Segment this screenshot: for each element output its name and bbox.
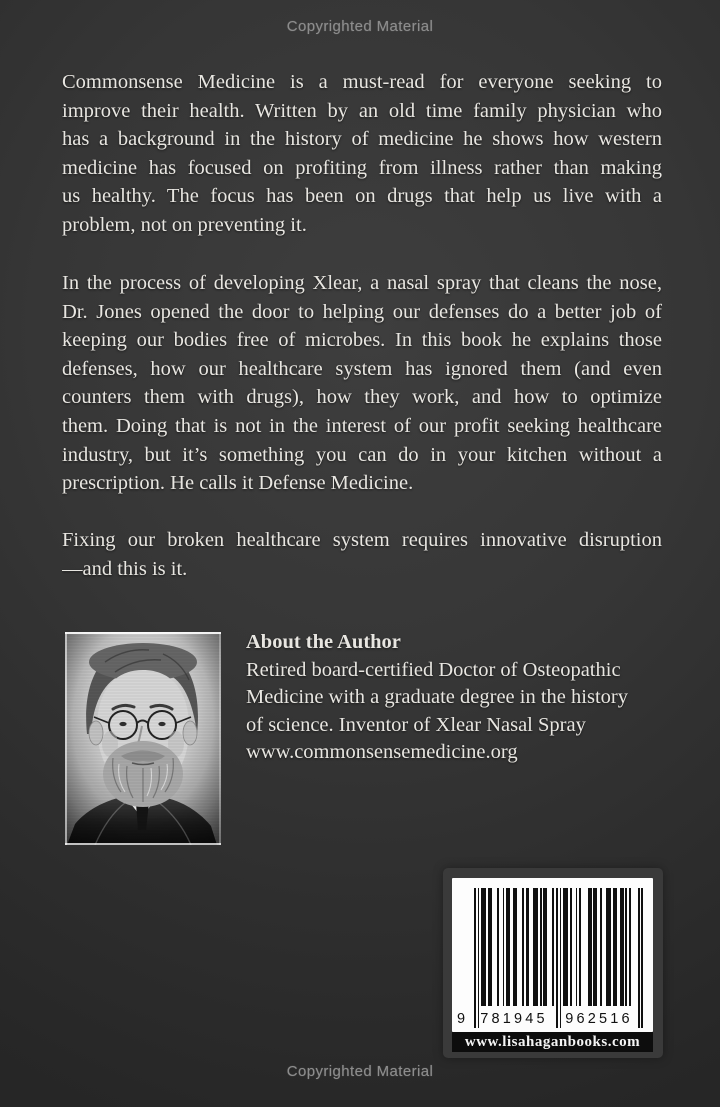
- synopsis-line: them. Doing that is not in the interest of our profit seeking healthcare: [62, 414, 662, 437]
- synopsis-line: problem, not on preventing it.: [62, 213, 307, 236]
- barcode-digit-first: 9: [457, 1011, 466, 1027]
- synopsis-line: has a background in the history of medicine he shows how western: [62, 128, 662, 151]
- synopsis-line: prescription. He calls it Defense Medicine.: [62, 472, 414, 495]
- barcode-bars: [474, 888, 643, 1028]
- synopsis-line: improve their health. Written by an old time family physician who: [62, 99, 662, 122]
- barcode-block: [443, 868, 663, 1058]
- publisher-url-strip: www.lisahaganbooks.com: [452, 1032, 653, 1052]
- synopsis-line: us healthy. The focus has been on drugs that help us live with a: [62, 185, 662, 208]
- author-portrait-image: [65, 632, 221, 845]
- about-the-author-section: [246, 629, 646, 767]
- synopsis-line: keeping our bodies free of microbes. In this book he explains those: [62, 329, 662, 352]
- about-heading: About the Author: [246, 631, 401, 653]
- synopsis-line: counters them with drugs), how they work, and how to optimize: [62, 386, 662, 409]
- copyright-notice-bottom: Copyrighted Material: [286, 1063, 434, 1080]
- synopsis-line: Fixing our broken healthcare system requires innovative disruption: [62, 529, 662, 551]
- synopsis-line: Dr. Jones opened the door to helping our defenses do a better job of: [62, 300, 662, 323]
- about-line: Medicine with a graduate degree in the history: [246, 686, 628, 708]
- synopsis-line: —and this is it.: [62, 557, 188, 580]
- barcode-box: [452, 878, 653, 1032]
- about-line: of science. Inventor of Xlear Nasal Spray: [246, 713, 586, 736]
- copyright-notice-top: Copyrighted Material: [286, 18, 434, 35]
- synopsis-paragraph-1: [62, 68, 662, 240]
- about-line: Retired board-certified Doctor of Osteopathic: [246, 658, 621, 681]
- synopsis-line: industry, but it’s something you can do in your kitchen without a: [62, 443, 662, 466]
- synopsis-line: In the process of developing Xlear, a nasal spray that cleans the nose,: [62, 272, 662, 294]
- synopsis-line: medicine has focused on profiting from illness rather than making: [62, 156, 662, 179]
- barcode-digits-left: 781945: [480, 1011, 548, 1027]
- synopsis-line: defenses, how our healthcare system has ignored them (and even: [62, 357, 662, 380]
- synopsis-paragraph-3: [62, 526, 662, 583]
- barcode-digits-right: 962516: [565, 1011, 633, 1027]
- author-portrait-engraving: [65, 632, 221, 845]
- synopsis-line: Commonsense Medicine is a must-read for everyone seeking to: [62, 71, 662, 93]
- author-website-url: www.commonsensemedicine.org: [246, 741, 518, 763]
- synopsis-paragraph-2: [62, 269, 662, 498]
